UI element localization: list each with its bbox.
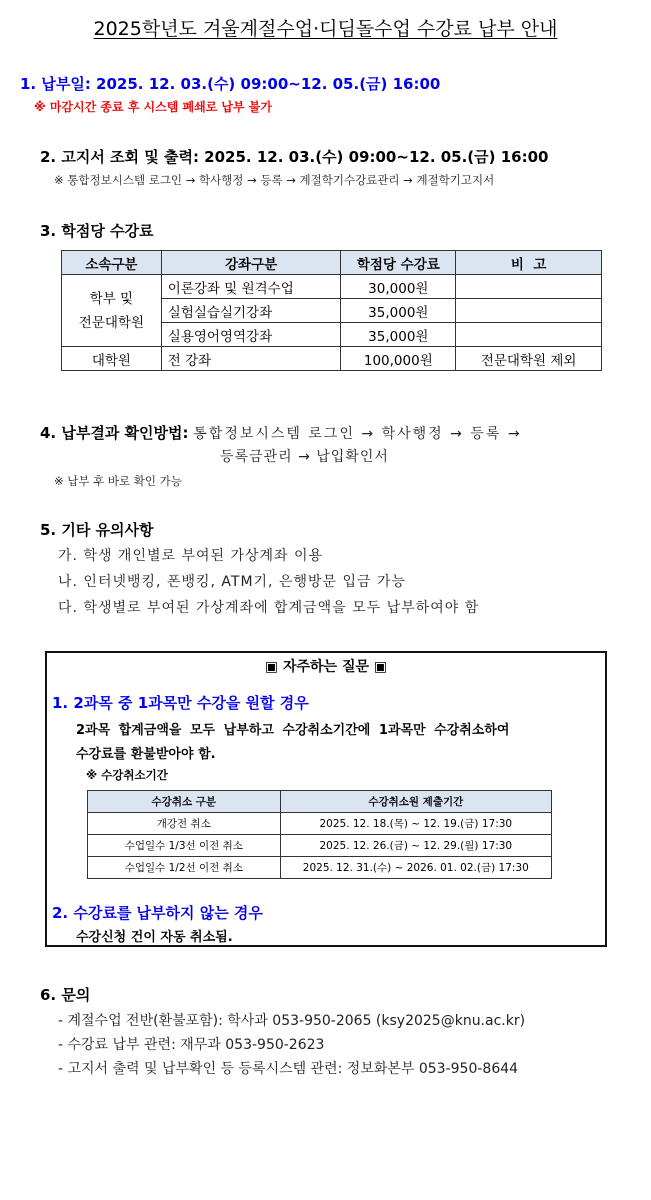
faq-question-1: 1. 2과목 중 1과목만 수강을 원할 경우: [52, 694, 309, 712]
remarks: [456, 299, 602, 323]
affiliation-undergrad-professional: [62, 275, 162, 347]
cancel-type: 개강전 취소: [88, 813, 281, 835]
inquiry-item: - 계절수업 전반(환불포함): 학사과 053-950-2065 (ksy2025@knu.ac.kr): [58, 1013, 526, 1029]
payment-result-check: [40, 422, 522, 443]
cancel-period: 2025. 12. 18.(목) ~ 12. 19.(금) 17:30: [280, 813, 551, 835]
course-type: 실험실습실기강좌: [161, 299, 341, 323]
inquiry-item: - 고지서 출력 및 납부확인 등 등록시스템 관련: 정보화본부 053-950-8644: [58, 1061, 519, 1077]
faq-title: ▣ 자주하는 질문 ▣: [264, 659, 388, 675]
faq-question-2: 2. 수강료를 납부하지 않는 경우: [52, 904, 263, 922]
fee-header-fee: 학점당 수강료: [341, 251, 456, 275]
affiliation-line2: 전문대학원: [78, 314, 144, 331]
fee-header-remarks: 비 고: [456, 251, 602, 275]
table-row: [88, 857, 552, 879]
payment-result-path-line2: 등록금관리 → 납입확인서: [220, 449, 389, 465]
page-title-text: 2025학년도 겨울계절수업·디딤돌수업 수강료 납부 안내: [93, 18, 558, 40]
cancel-period-label: ※ 수강취소기간: [86, 768, 168, 782]
table-row: [62, 275, 602, 299]
fee-table-header-row: [62, 251, 602, 275]
fee-value: 100,000원: [341, 347, 456, 371]
cancel-type: 수업일수 1/3선 이전 취소: [88, 835, 281, 857]
fee-value: 30,000원: [341, 275, 456, 299]
payment-date-heading: 1. 납부일: 2025. 12. 03.(수) 09:00~12. 05.(금) 16:00: [20, 75, 441, 93]
other-note-item: 가. 학생 개인별로 부여된 가상계좌 이용: [58, 548, 324, 564]
cancel-header-period: 수강취소원 제출기간: [280, 791, 551, 813]
fee-value: 35,000원: [341, 323, 456, 347]
course-type: 실용영어영역강좌: [161, 323, 341, 347]
invoice-print-heading: 2. 고지서 조회 및 출력: 2025. 12. 03.(수) 09:00~12. 05.(금) 16:00: [40, 148, 549, 166]
invoice-path-note: ※ 통합정보시스템 로그인 → 학사행정 → 등록 → 계절학기수강료관리 → 계절학기고지서: [54, 173, 495, 187]
table-row: [88, 813, 552, 835]
payment-result-note: ※ 납부 후 바로 확인 가능: [54, 474, 182, 488]
faq-answer-2: 수강신청 건이 자동 취소됨.: [76, 930, 233, 945]
fee-table: [61, 250, 602, 371]
cancel-header-type: 수강취소 구분: [88, 791, 281, 813]
affiliation-graduate: 대학원: [62, 347, 162, 371]
cancel-period-table: [87, 790, 552, 879]
inquiry-item: - 수강료 납부 관련: 재무과 053-950-2623: [58, 1037, 325, 1053]
course-type: 전 강좌: [161, 347, 341, 371]
other-notes-heading: 5. 기타 유의사항: [40, 521, 154, 539]
page-title: [0, 14, 651, 41]
other-note-item: 나. 인터넷뱅킹, 폰뱅킹, ATM기, 은행방문 입금 가능: [58, 574, 407, 590]
fee-header-course-type: 강좌구분: [161, 251, 341, 275]
remarks: [456, 323, 602, 347]
faq-answer-1-line1: 2과목 합계금액을 모두 납부하고 수강취소기간에 1과목만 수강취소하여: [76, 723, 510, 738]
cancel-period: 2025. 12. 31.(수) ~ 2026. 01. 02.(금) 17:30: [280, 857, 551, 879]
cancel-period: 2025. 12. 26.(금) ~ 12. 29.(월) 17:30: [280, 835, 551, 857]
payment-result-heading: 4. 납부결과 확인방법:: [40, 424, 189, 442]
cancel-table-header-row: [88, 791, 552, 813]
inquiry-heading: 6. 문의: [40, 986, 91, 1004]
fee-per-credit-heading: 3. 학점당 수강료: [40, 222, 154, 240]
course-type: 이론강좌 및 원격수업: [161, 275, 341, 299]
cancel-type: 수업일수 1/2선 이전 취소: [88, 857, 281, 879]
table-row: [62, 347, 602, 371]
fee-header-affiliation: 소속구분: [62, 251, 162, 275]
affiliation-line1: 학부 및: [89, 290, 134, 307]
payment-result-path-line1: 통합정보시스템 로그인 → 학사행정 → 등록 →: [193, 426, 522, 442]
payment-deadline-warning: ※ 마감시간 종료 후 시스템 폐쇄로 납부 불가: [34, 100, 272, 114]
other-note-item: 다. 학생별로 부여된 가상계좌에 합계금액을 모두 납부하여야 함: [58, 600, 480, 616]
table-row: [88, 835, 552, 857]
remarks: 전문대학원 제외: [456, 347, 602, 371]
remarks: [456, 275, 602, 299]
faq-answer-1-line2: 수강료를 환불받아야 함.: [76, 747, 216, 762]
fee-value: 35,000원: [341, 299, 456, 323]
